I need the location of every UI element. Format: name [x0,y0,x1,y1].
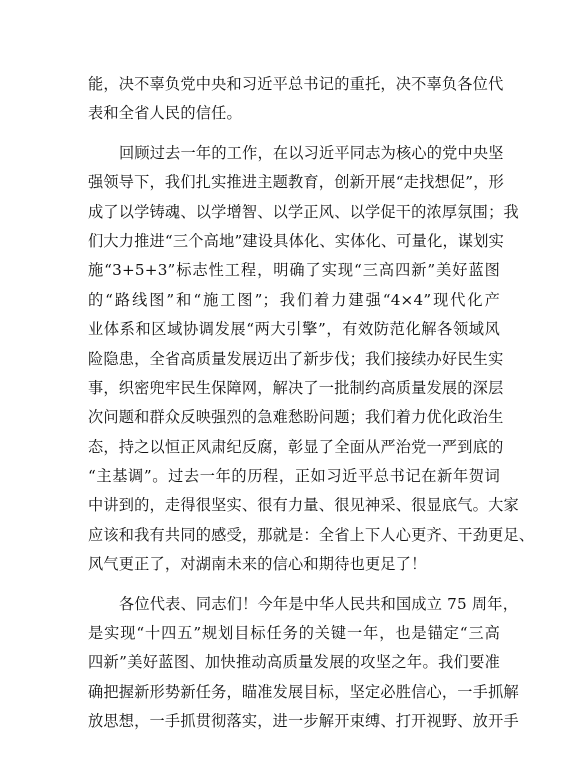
text-line: 险隐患，全省高质量发展迈出了新步伐；我们接续办好民生实 [88,349,504,368]
text-line: 施“3+5+3”标志性工程，明确了实现“三高四新”美好蓝图 [88,261,500,280]
text-line: 业体系和区域协调发展“两大引擎”，有效防范化解各领域风 [88,320,500,339]
text-line: 中讲到的，走得很坚实、很有力量、很见神采、很显底气。大家 [88,496,519,515]
paragraph-3 [88,590,519,737]
text-line: 次问题和群众反映强烈的急难愁盼问题；我们着力优化政治生 [88,408,504,427]
text-line: 们大力推进“三个高地”建设具体化、实体化、可量化，谋划实 [88,231,505,250]
text-line: 能，决不辜负党中央和习近平总书记的重托，决不辜负各位代 [88,75,504,93]
paragraph-1 [88,70,504,129]
text-line: 表和全省人民的信任。 [88,104,242,123]
text-line: 确把握新形势新任务，瞄准发展目标，坚定必胜信心，一手抓解 [88,682,519,701]
text-line: 应该和我有共同的感受，那就是：全省上下人心更齐、干劲更足、 [88,525,535,544]
text-line: 态，持之以恒正风肃纪反腐，彰显了全面从严治党一严到底的 [88,437,504,456]
document-body [88,70,535,737]
text-line: 成了以学铸魂、以学增智、以学正风、以学促干的浓厚氛围；我 [88,202,519,221]
paragraph-2 [88,139,535,580]
text-line: 是实现“十四五”规划目标任务的关键一年，也是锚定“三高 [88,624,500,643]
text-line: 放思想，一手抓贯彻落实，进一步解开束缚、打开视野、放开手 [88,712,519,731]
text-line: 四新”美好蓝图、加快推动高质量发展的攻坚之年。我们要准 [88,653,500,672]
text-line: 的“路线图”和“施工图”；我们着力建强“4×4”现代化产 [88,290,500,309]
text-line: “主基调”。过去一年的历程，正如习近平总书记在新年贺词 [88,467,500,486]
text-line: 各位代表、同志们！今年是中华人民共和国成立 75 周年， [119,594,519,613]
text-line: 事，织密兜牢民生保障网，解决了一批制约高质量发展的深层 [88,378,504,397]
text-line: 强领导下，我们扎实推进主题教育，创新开展“走找想促”，形 [88,173,505,192]
text-line: 回顾过去一年的工作，在以习近平同志为核心的党中央坚 [119,143,504,162]
text-line: 风气更正了，对湖南未来的信心和期待也更足了！ [88,555,427,574]
